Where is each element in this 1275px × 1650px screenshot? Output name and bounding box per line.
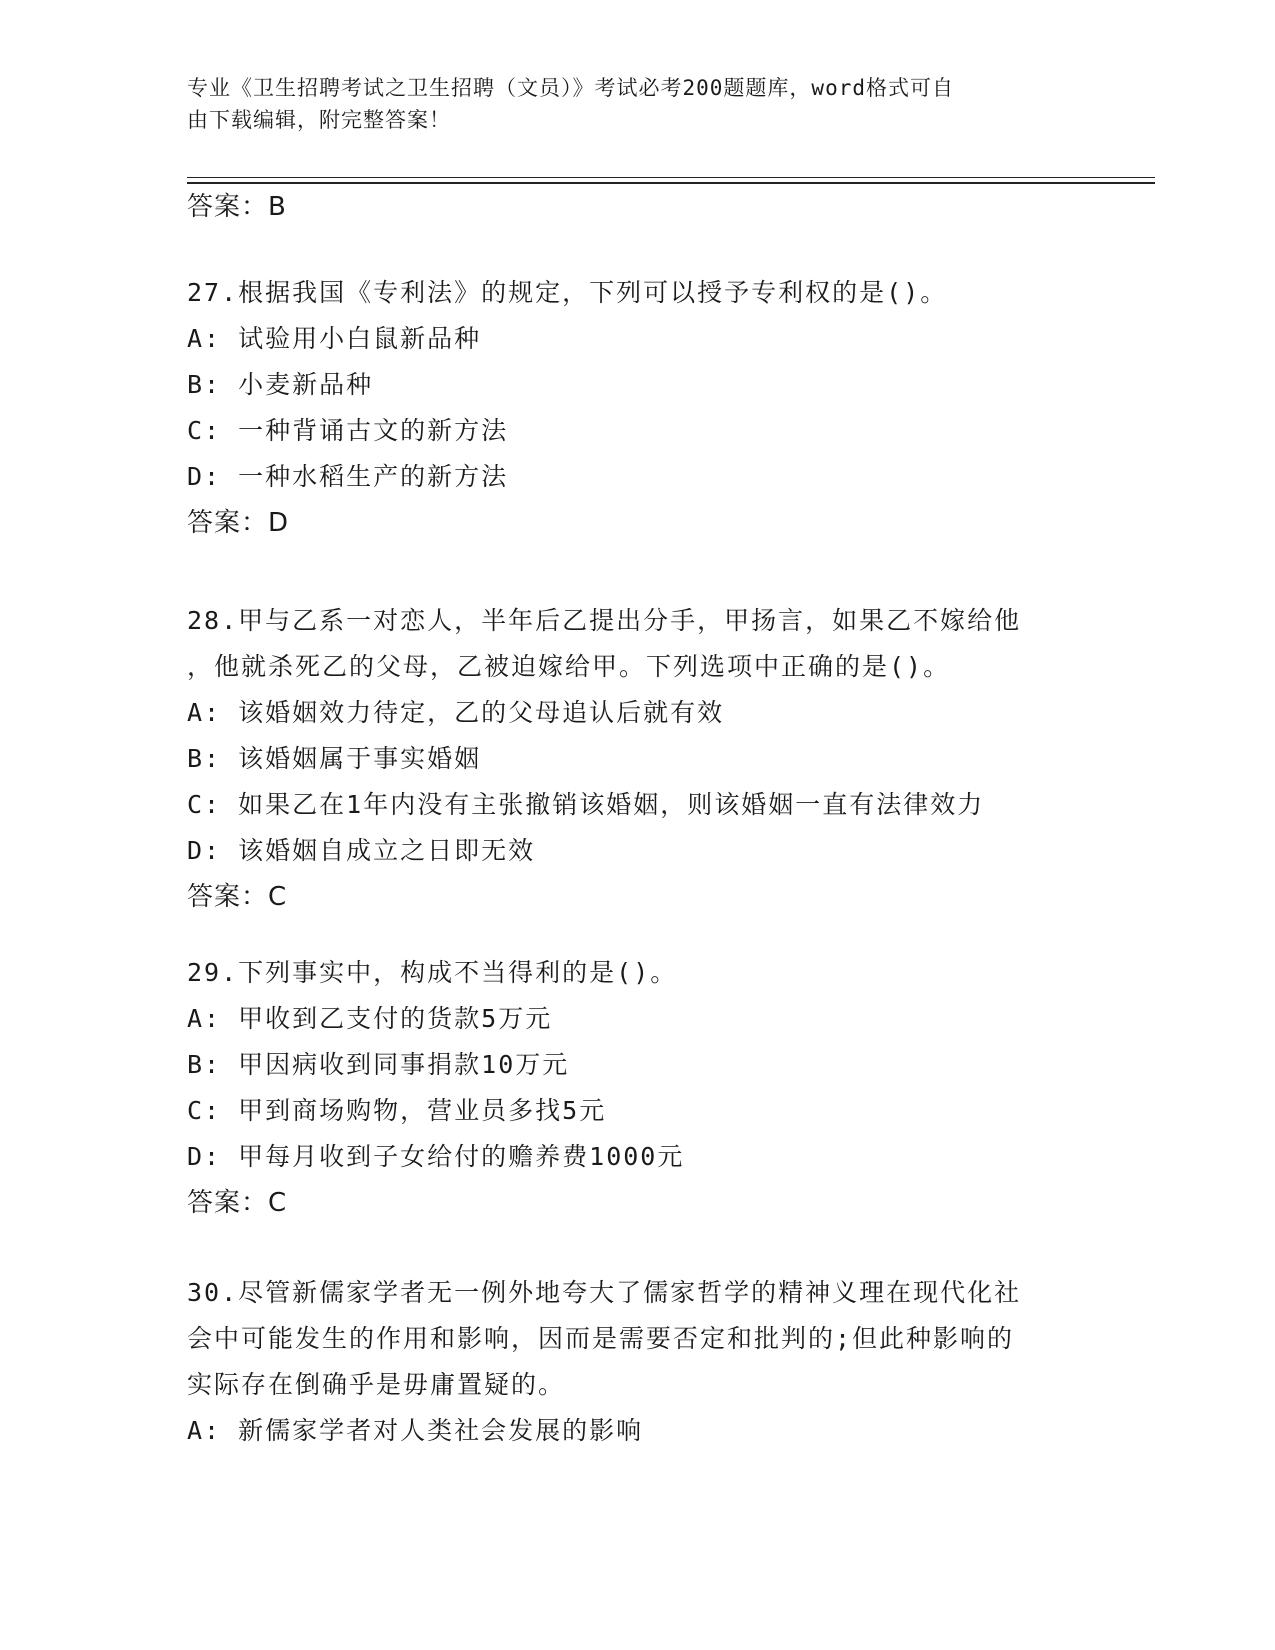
question-stem-line-1: 28.甲与乙系一对恋人，半年后乙提出分手，甲扬言，如果乙不嫁给他 — [187, 606, 1022, 635]
option-c: C: 如果乙在1年内没有主张撤销该婚姻，则该婚姻一直有法律效力 — [187, 790, 985, 819]
answer-label: 答案：B — [187, 192, 287, 222]
option-c: C: 甲到商场购物，营业员多找5元 — [187, 1096, 607, 1125]
answer-label: 答案：C — [187, 1188, 288, 1218]
option-d: D: 一种水稻生产的新方法 — [187, 462, 509, 491]
previous-answer — [187, 184, 1087, 230]
option-d: D: 甲每月收到子女给付的赡养费1000元 — [187, 1142, 685, 1171]
question-27 — [187, 270, 1087, 546]
option-a: A: 新儒家学者对人类社会发展的影响 — [187, 1416, 644, 1445]
header-line-1: 专业《卫生招聘考试之卫生招聘（文员）》考试必考200题题库，word格式可自 — [187, 76, 954, 100]
option-b: B: 甲因病收到同事捐款10万元 — [187, 1050, 570, 1079]
option-d: D: 该婚姻自成立之日即无效 — [187, 836, 536, 865]
question-29 — [187, 950, 1087, 1226]
question-stem: 27.根据我国《专利法》的规定，下列可以授予专利权的是()。 — [187, 278, 948, 307]
header-rule-thin — [187, 177, 1155, 178]
option-a: A: 该婚姻效力待定，乙的父母追认后就有效 — [187, 698, 725, 727]
question-stem-line-1: 30.尽管新儒家学者无一例外地夸大了儒家哲学的精神义理在现代化社 — [187, 1278, 1022, 1307]
question-30 — [187, 1270, 1087, 1454]
question-stem: 29.下列事实中，构成不当得利的是()。 — [187, 958, 678, 987]
question-28 — [187, 598, 1087, 920]
question-stem-line-3: 实际存在倒确乎是毋庸置疑的。 — [187, 1370, 566, 1399]
option-a: A: 甲收到乙支付的货款5万元 — [187, 1004, 553, 1033]
option-c: C: 一种背诵古文的新方法 — [187, 416, 509, 445]
header-line-2: 由下载编辑，附完整答案！ — [187, 108, 451, 132]
option-b: B: 小麦新品种 — [187, 370, 374, 399]
answer-label: 答案：C — [187, 882, 288, 912]
answer-label: 答案：D — [187, 508, 290, 538]
document-header — [187, 72, 1087, 136]
question-stem-line-2: 会中可能发生的作用和影响，因而是需要否定和批判的;但此种影响的 — [187, 1324, 1015, 1353]
option-b: B: 该婚姻属于事实婚姻 — [187, 744, 482, 773]
option-a: A: 试验用小白鼠新品种 — [187, 324, 482, 353]
question-stem-line-2: ，他就杀死乙的父母，乙被迫嫁给甲。下列选项中正确的是()。 — [187, 652, 951, 681]
